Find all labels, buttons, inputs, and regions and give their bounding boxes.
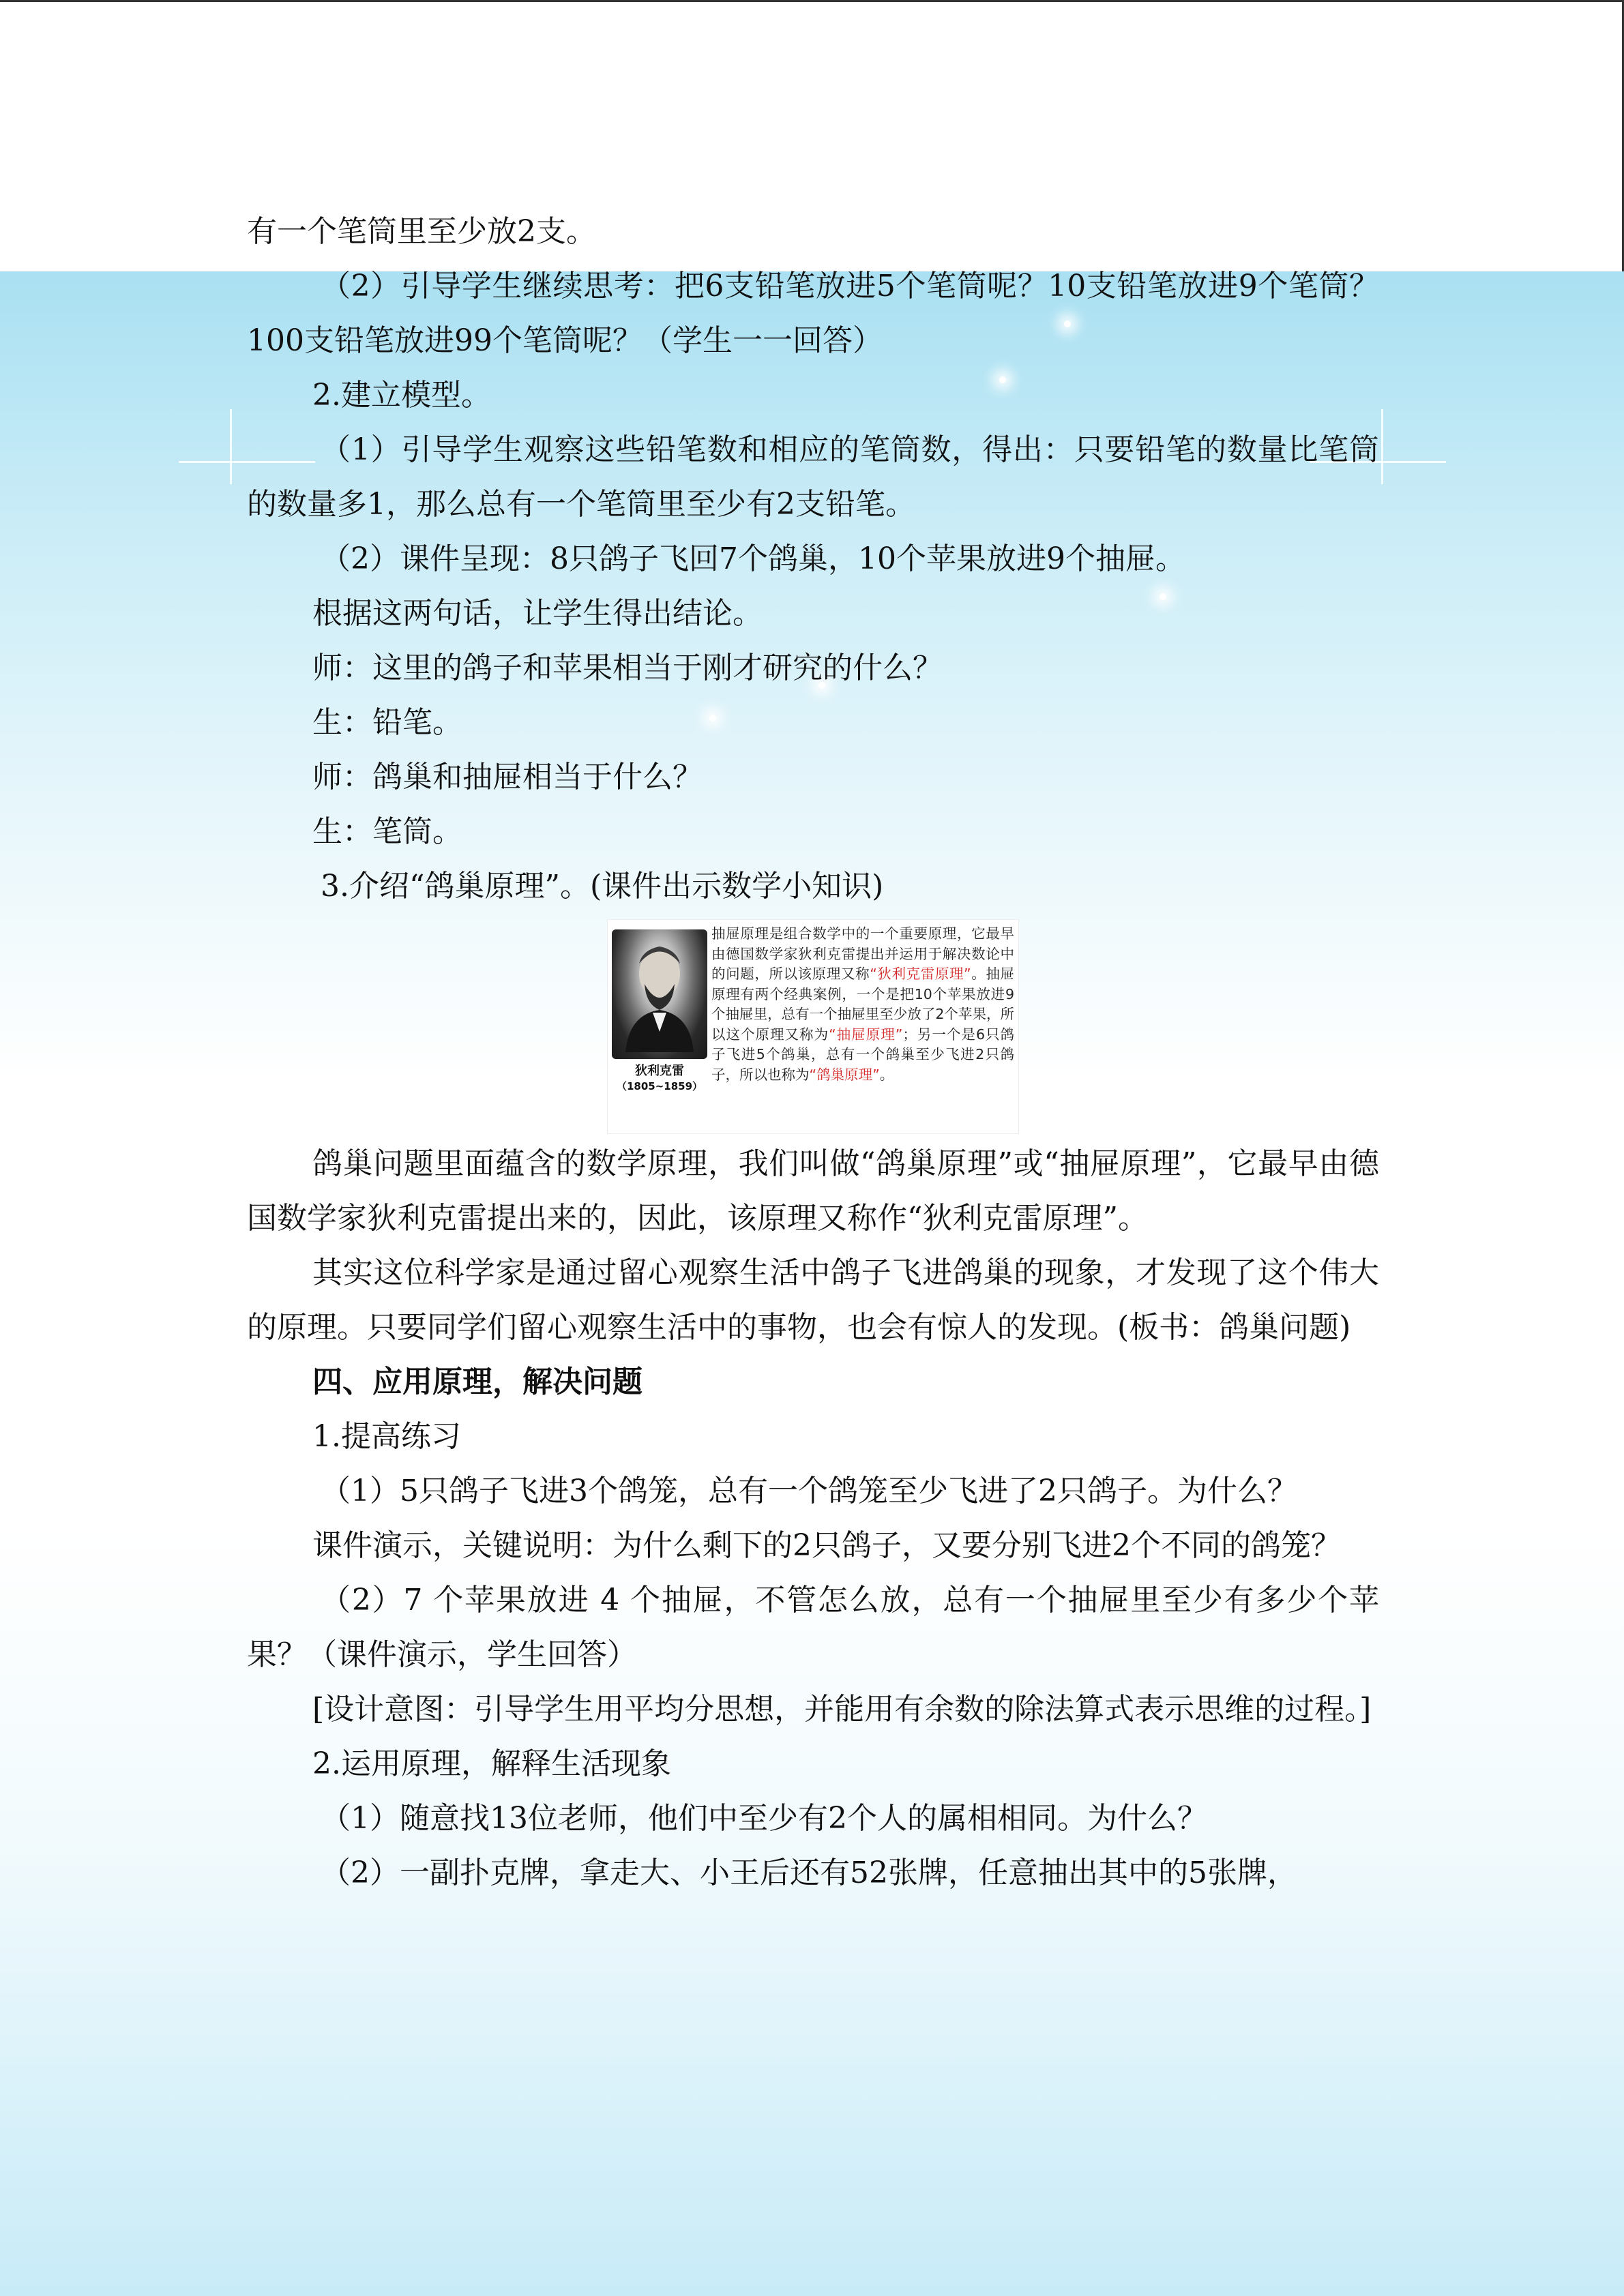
text-line: 生：笔筒。 [312,814,462,849]
text-line: 根据这两句话，让学生得出结论。 [312,596,763,631]
person-silhouette-icon [619,936,700,1052]
section-heading: 2.运用原理，解释生活现象 [312,1746,671,1781]
text-line: （2）引导学生继续思考：把6支铅笔放进5个笔筒呢？10支铅笔放进9个笔筒？100支铅笔放进99个笔筒呢？（学生一一回答） [247,269,1379,358]
text-line: 课件演示，关键说明：为什么剩下的2只鸽子，又要分别飞进2个不同的鸽笼？ [312,1528,1341,1563]
figure-description [710,920,1018,1133]
section-heading: 四、应用原理，解决问题 [312,1365,643,1399]
portrait-photo [612,929,707,1059]
portrait-caption-name: 狄利克雷 [635,1064,684,1078]
text-line: 师：鸽巢和抽屉相当于什么？ [312,760,703,794]
text-line: 其实这位科学家是通过留心观察生活中鸽子飞进鸽巢的现象，才发现了这个伟大的原理。只要同学们留心观察生活中的事物，也会有惊人的发现。(板书：鸽巢问题) [247,1255,1379,1345]
section-heading: 3.介绍“鸽巢原理”。(课件出示数学小知识) [321,869,884,904]
fig-highlight: “抽屉原理” [829,1026,903,1043]
text-line: （1）引导学生观察这些铅笔数和相应的笔筒数，得出：只要铅笔的数量比笔筒的数量多1，那么总有一个笔筒里至少有2支铅笔。 [247,432,1379,522]
fig-text-part: 抽屉原理是组合数学中的一个重要原理，它最早由德国数学家狄利克雷提出并运用于解决数论中的问题，所以该原理又称 [711,925,1014,982]
design-intent: [设计意图：引导学生用平均分思想，并能用有余数的除法算式表示思维的过程。] [312,1692,1372,1727]
text-line: （1）5只鸽子飞进3个鸽笼，总有一个鸽笼至少飞进了2只鸽子。为什么？ [321,1474,1297,1508]
text-line: （2）课件呈现：8只鸽子飞回7个鸽巢，10个苹果放进9个抽屉。 [321,541,1185,576]
fig-text-part: 。 [879,1066,894,1083]
fig-text-part: ；另一个是6只鸽子飞进5个鸽巢，总有一个鸽巢至少飞进2只鸽子，所以也称为 [711,1026,1015,1083]
text-line: （1）随意找13位老师，他们中至少有2个人的属相相同。为什么？ [321,1801,1207,1836]
figure-card [607,919,1019,1134]
document-body [247,205,1379,1900]
text-line: 生：铅笔。 [312,705,462,740]
frame-line-left-v [230,409,232,484]
fig-highlight: “鸽巢原理” [809,1066,880,1083]
math-knowledge-figure [247,919,1379,1134]
text-line: 有一个笔筒里至少放2支。 [247,214,596,249]
fig-highlight: “狄利克雷原理” [870,966,971,982]
portrait-caption-years: （1805~1859） [616,1080,703,1092]
fig-text-part: 。抽屉原理有两个经典案例，一个是把10个苹果放进9个抽屉里，总有一个抽屉里至少放了2个苹果，所以这个原理又称为 [711,966,1015,1043]
text-line: （2）一副扑克牌，拿走大、小王后还有52张牌，任意抽出其中的5张牌， [321,1855,1297,1890]
frame-line-right-v [1381,409,1383,484]
section-heading: 1.提高练习 [312,1419,461,1454]
text-line: （2）7 个苹果放进 4 个抽屉，不管怎么放，总有一个抽屉里至少有多少个苹果？（课件演示，学生回答） [247,1583,1379,1672]
text-line: 师：这里的鸽子和苹果相当于刚才研究的什么？ [312,651,943,685]
portrait [608,920,710,1133]
text-line: 鸽巢问题里面蕴含的数学原理，我们叫做“鸽巢原理”或“抽屉原理”，它最早由德国数学家狄利克雷提出来的，因此，该原理又称作“狄利克雷原理”。 [247,1146,1379,1236]
section-heading: 2.建立模型。 [312,378,491,413]
